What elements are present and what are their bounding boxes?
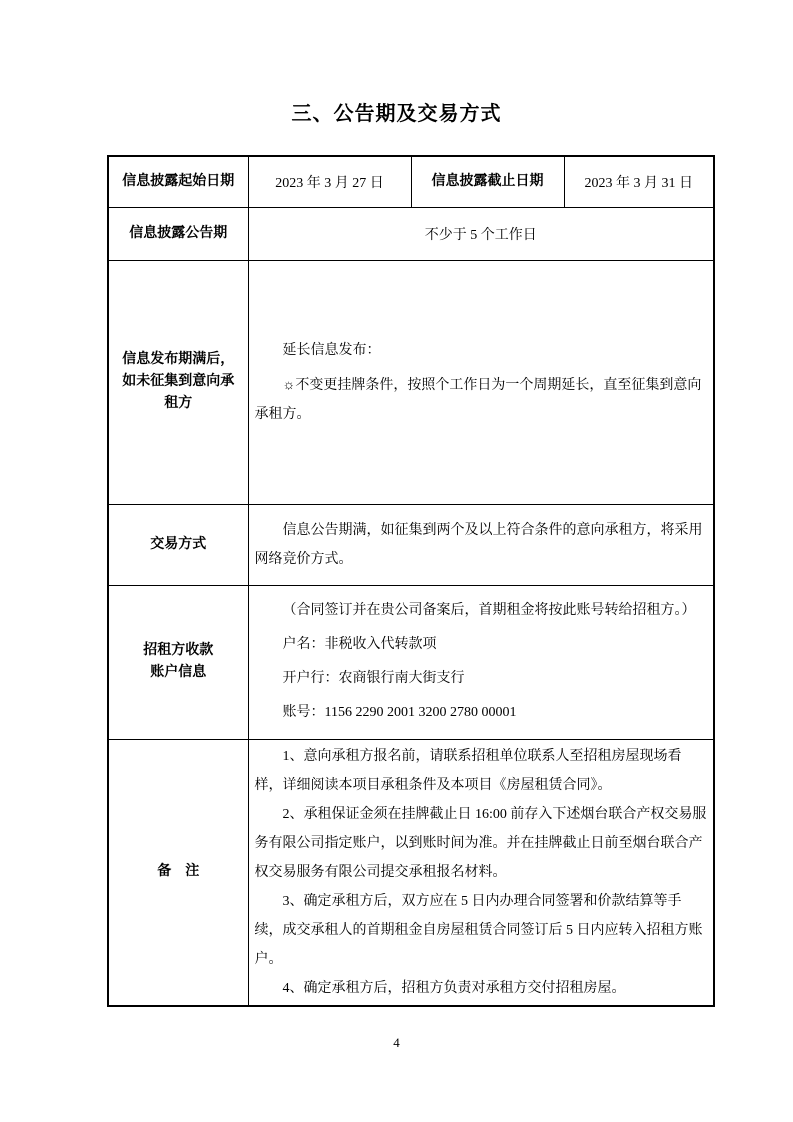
remarks-content (248, 739, 714, 1006)
transaction-method-label: 交易方式 (108, 504, 248, 585)
table-row-announcement-period (108, 207, 714, 260)
extension-label-line: 如未征集到意向承 (122, 374, 235, 389)
payment-account-label-line: 账户信息 (150, 665, 207, 680)
payment-account-note: （合同签订并在贵公司备案后，首期租金将按此账号转给招租方。） (282, 603, 696, 618)
payment-account-bank: 开户行：农商银行南大街支行 (282, 671, 465, 686)
transaction-method-content (248, 504, 714, 585)
disclosure-end-value: 2023 年 3 月 31 日 (564, 156, 714, 207)
disclosure-table (107, 155, 715, 1007)
extension-label-line: 租方 (164, 396, 193, 411)
table-row-transaction-method (108, 504, 714, 585)
transaction-method-paragraph: 信息公告期满，如征集到两个及以上符合条件的意向承租方，将采用网络竞价方式。 (254, 522, 703, 567)
table-row-extension (108, 260, 714, 504)
payment-account-holder: 户名：非税收入代转款项 (282, 637, 437, 652)
remarks-paragraph: 3、确定承租方后，双方应在 5 日内办理合同签署和价款结算等手续，成交承租人的首期租金自房屋租赁合同签订后 5 日内应转入招租方账户。 (254, 893, 703, 967)
extension-label (108, 260, 248, 504)
announcement-period-label: 信息披露公告期 (108, 207, 248, 260)
disclosure-start-label: 信息披露起始日期 (108, 156, 248, 207)
remarks-paragraph: 4、确定承租方后，招租方负责对承租方交付招租房屋。 (282, 980, 626, 996)
payment-account-number: 账号：1156 2290 2001 3200 2780 00001 (282, 705, 517, 720)
extension-content (248, 260, 714, 504)
remarks-paragraph: 2、承租保证金须在挂牌截止日 16:00 前存入下述烟台联合产权交易服务有限公司指定账户，以到账时间为准。并在挂牌截止日前至烟台联合产权交易服务有限公司提交承租报名材料。 (254, 806, 707, 880)
extension-label-line: 信息发布期满后， (122, 352, 235, 367)
extension-paragraph: ☼不变更挂牌条件，按照个工作日为一个周期延长，直至征集到意向承租方。 (254, 377, 702, 422)
remarks-paragraph: 1、意向承租方报名前，请联系招租单位联系人至招租房屋现场看样，详细阅读本项目承租条件及本项目《房屋租赁合同》。 (254, 748, 682, 793)
disclosure-end-label: 信息披露截止日期 (411, 156, 564, 207)
page-title: 三、公告期及交易方式 (291, 103, 502, 125)
table-row-payment-account (108, 585, 714, 739)
page-number: 4 (393, 1034, 400, 1050)
payment-account-label-line: 招租方收款 (143, 643, 214, 658)
extension-paragraph: 延长信息发布： (282, 342, 381, 358)
payment-account-label (108, 585, 248, 739)
payment-account-content (248, 585, 714, 739)
table-row-remarks (108, 739, 714, 1006)
remarks-label: 备 注 (108, 739, 248, 1006)
table-row-disclosure-dates (108, 156, 714, 207)
disclosure-start-value: 2023 年 3 月 27 日 (248, 156, 411, 207)
announcement-period-value: 不少于 5 个工作日 (248, 207, 714, 260)
